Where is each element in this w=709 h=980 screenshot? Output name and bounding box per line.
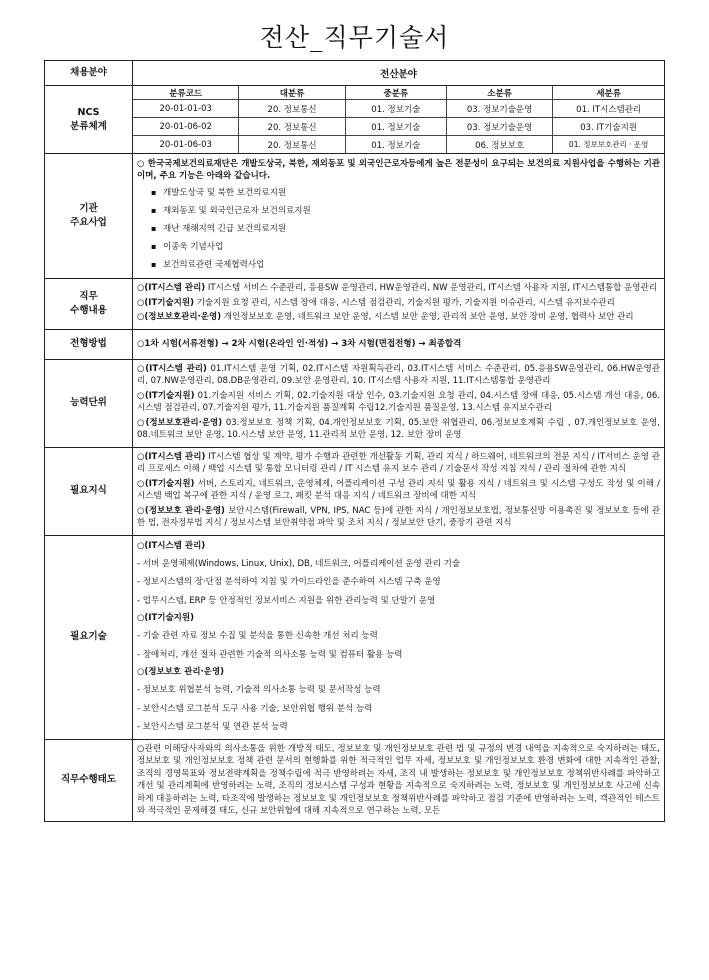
list-item: ▪ 이종욱 기념사업 — [151, 238, 660, 256]
competency-item — [137, 417, 660, 442]
ncs-cell-value: 20-01-01-03 — [133, 100, 239, 118]
skills-group-head: ○(IT기술지원) — [137, 613, 194, 623]
ncs-cell-value: 20-01-06-03 — [133, 136, 239, 154]
field-value: 전산분야 — [133, 61, 665, 86]
ncs-cell-value: 01. 정보기술 — [345, 118, 446, 136]
ncs-cell-value: 01. 정보기술 — [345, 136, 446, 154]
field-label: 채용분야 — [45, 61, 133, 86]
attitude-text: ○관련 이해당사자와의 의사소통을 위한 개방적 태도, 정보보호 및 개인정보보호 관련 법 및 규정의 변경 내역을 지속적으로 숙지하려는 태도, 정보보호 및 개인정보보호 정책 관련 문서의 현행화를 위한 적극적인 업무 자세, 정보보호 및 개인정보보호 환경 변화에 대한 지속적인 관찰, 조직의 경영목표와 정보전략계획을 정책수립에 적극 반영하려는 자세, 조직 내 발생하는 정보보호 및 개인정보보호 정책위반사례를 파악하고 개선 및 관리계획에 반영하려는 노력, 조직의 정보시스템 구성과 현황을 지속적으로 숙지하려는 노력, 정보보호 및 개인정보보호 사고에 신속하게 대응하려는 노력, 타조직에 발생하는 정보보호 및 개인정보보호 정책위반사례를 파악하고 점검 기준에 반영하려는 노력, 객관적인 테스트와 적극적인 문제해결 태도, 신규 보안위협에 대해 지속적으로 연구하는 노력, 모든 — [137, 743, 660, 816]
ncs-table — [133, 86, 664, 153]
ncs-cell-value: 03. 정보기술운영 — [446, 118, 552, 136]
skills-line: - 업무시스템, ERP 등 안정적인 정보서비스 지원을 위한 관리능력 및 단말기 운영 — [137, 592, 660, 611]
knowledge-item-head: ○(IT시스템 관리) — [137, 451, 206, 462]
skills-line: - 정보시스템의 장·단점 분석하여 지침 및 가이드라인을 준수하여 시스템 구축 운영 — [137, 573, 660, 592]
duties-label-line1: 직무 — [79, 290, 98, 302]
knowledge-cell — [133, 447, 665, 535]
duties-label — [45, 279, 133, 330]
competency-item-head: ○(IT시스템 관리) — [137, 363, 207, 374]
ncs-cell-value: 01. 정보기술 — [345, 100, 446, 118]
skills-group-head: ○(정보보호 관리·운영) — [137, 667, 225, 677]
competency-item — [137, 363, 660, 388]
ncs-cell — [133, 86, 665, 154]
document-title: 전산_직무기술서 — [259, 23, 450, 52]
org-cell — [133, 154, 665, 279]
list-item: ▪ 보건의료관련 국제협력사업 — [151, 256, 660, 274]
ncs-cell-value: 03. IT기술지원 — [553, 118, 664, 136]
ncs-cell-value: 20. 정보통신 — [239, 118, 345, 136]
competency-item — [137, 390, 660, 415]
org-label — [45, 154, 133, 279]
selection-text: ○1차 시험(서류전형) → 2차 시험(온라인 인·적성) → 3차 시험(면접전형) → 최종합격 — [137, 338, 462, 349]
skills-label: 필요기술 — [45, 535, 133, 739]
competency-item-head: ○(정보보호관리·운영) — [137, 417, 223, 428]
competency-label: 능력단위 — [45, 359, 133, 447]
duties-cell — [133, 279, 665, 330]
knowledge-item — [137, 478, 660, 503]
skills-line: - 장애처리, 개선 절차 관련한 기술적 의사소통 능력 및 컴퓨터 활용 능력 — [137, 646, 660, 665]
skills-line: - 서버 운영체제(Windows, Linux, Unix), DB, 네트워크, 어플리케이션 운영 관리 기술 — [137, 555, 660, 574]
skills-line: - 정보보호 위협분석 능력, 기술적 의사소통 능력 및 문서작성 능력 — [137, 681, 660, 700]
duty-item-text: IT시스템 서비스 수준관리, 응용SW 운영관리, HW운영관리, NW 운영관리, IT시스템 사용자 지원, IT시스템통합 운영관리 — [205, 283, 657, 293]
duties-label-line2: 수행내용 — [70, 304, 107, 316]
duty-item-head: ○(IT기술지원) — [137, 297, 194, 308]
org-label-line1: 기관 — [79, 203, 98, 214]
knowledge-item-text: IT시스템 협상 및 계약, 평가 수행과 관련한 개선활동 기획, 관리 지식 / 하드웨어, 네트워크의 전문 지식 / IT서비스 운영 관리 프로세스 이해 / 백업 시스템 및 통합 모니터링 관리 / IT 시스템 유지 보수 관리 / 기술문서 작성 지침 지식 / 관리 절차에 관한 지식 — [137, 451, 660, 474]
ncs-header-middle: 중분류 — [345, 86, 446, 100]
knowledge-item — [137, 505, 660, 530]
skills-line: - 보안시스템 로그분석 도구 사용 기술, 보안위협 행위 분석 능력 — [137, 700, 660, 719]
table-row — [133, 118, 664, 136]
ncs-cell-value: 01. IT시스템관리 — [553, 100, 664, 118]
ncs-header-major: 대분류 — [239, 86, 345, 100]
knowledge-item-text: 서버, 스토리지, 네트워크, 운영체제, 어플리케이션 구성 관리 지식 및 활용 지식 / 네트워크 및 시스템 구성도 작성 및 이해 / 시스템 백업 복구에 관한 지식 / 운영 로그, 패킷 분석 대응 지식 / 네트워크 장비에 대한 지식 — [137, 478, 660, 501]
ncs-header-minor: 소분류 — [446, 86, 552, 100]
ncs-cell-value: 03. 정보기술운영 — [446, 100, 552, 118]
ncs-header-code: 분류코드 — [133, 86, 239, 100]
duty-item-head: ○(IT시스템 관리) — [137, 283, 206, 293]
list-item: ▪ 재난 재해지역 긴급 보건의료지원 — [151, 220, 660, 238]
skills-line: - 기술 관련 자료 정보 수집 및 분석을 통한 신속한 개선 처리 능력 — [137, 627, 660, 646]
knowledge-item-head: ○(IT기술지원) — [137, 478, 195, 489]
table-row — [133, 100, 664, 118]
duty-item-text: 개인정보보호 운영, 네트워크 보안 운영, 시스템 보안 운영, 관리적 보안 운영, 보안 장비 운영, 협력사 보안 관리 — [221, 312, 634, 322]
table-row — [133, 136, 664, 154]
competency-item-text: 01.기술지원 서비스 기획, 02.기술지원 대상 인수, 03.기술지원 요청 관리, 04.시스템 장애 대응, 05.시스템 개선 대응, 06.시스템 점검관리, 07.기술지원 평가, 11.기술지원 품질계획 수립12.기술지원 품질운영, 13.시스템 유지보수관리 — [137, 390, 660, 413]
org-intro: ○ 한국국제보건의료재단은 개발도상국, 북한, 재외동포 및 외국인근로자등에게 높은 전문성이 요구되는 보건의료 지원사업을 수행하는 기관이며, 주요 기능은 아래와 같습니다. — [137, 159, 660, 181]
skills-line: - 보안시스템 로그분석 및 연관 분석 능력 — [137, 718, 660, 737]
ncs-header-row — [133, 86, 664, 100]
ncs-cell-value: 20-01-06-02 — [133, 118, 239, 136]
duty-item-text: 기술지원 요청 관리, 시스템 장애 대응, 시스템 점검관리, 기술지원 평가, 기술지원 이슈관리, 시스템 유지보수관리 — [194, 297, 615, 308]
skills-group-head: ○(IT시스템 관리) — [137, 540, 206, 551]
duty-item — [137, 297, 660, 310]
list-item: ▪ 재외동포 및 외국인근로자 보건의료지원 — [151, 202, 660, 220]
selection-cell — [133, 329, 665, 359]
competency-cell — [133, 359, 665, 447]
attitude-label: 직무수행태도 — [45, 739, 133, 821]
knowledge-item-head: ○(정보보호 관리·운영) — [137, 505, 225, 516]
skills-cell — [133, 535, 665, 739]
ncs-label-line2: 분류체계 — [70, 120, 107, 132]
org-business-list — [137, 184, 660, 274]
list-item: ▪ 개발도상국 및 북한 보건의료지원 — [151, 184, 660, 202]
competency-item-text: 03.정보보호 정책 기획, 04.개인정보보호 기획, 05.보안 위협관리, 06.정보보호계획 수립 , 07.개인정보보호 운영, 08.네트워크 보안 운영, 10.시스템 보안 운영, 11.관리적 보안 운영, 12. 보안 장비 운영 — [137, 417, 661, 440]
ncs-cell-value: 06. 정보보호 — [446, 136, 552, 154]
knowledge-item — [137, 451, 660, 476]
competency-item-head: ○(IT기술지원) — [137, 390, 195, 401]
ncs-header-detail: 세분류 — [553, 86, 664, 100]
knowledge-item-text: 보안시스템(Firewall, VPN, IPS, NAC 등)에 관한 지식 / 개인정보보호법, 정보통신망 이용촉진 및 정보보호 등에 관한 법, 전자정부법 지식 / 정보시스템 보안취약점 파악 및 조치 지식 / 정보보안 단기, 중장기 관련 지식 — [137, 505, 660, 528]
ncs-cell-value: 20. 정보통신 — [239, 100, 345, 118]
ncs-label — [45, 86, 133, 154]
selection-label: 전형방법 — [45, 329, 133, 359]
knowledge-label: 필요지식 — [45, 447, 133, 535]
job-description-table — [44, 60, 665, 822]
duty-item — [137, 282, 660, 295]
org-label-line2: 주요사업 — [70, 217, 107, 228]
ncs-cell-value: 01. 정보보호관리 · 운영 — [553, 136, 664, 154]
duty-item — [137, 311, 660, 324]
duty-item-head: ○(정보보호관리·운영) — [137, 312, 222, 322]
attitude-cell — [133, 739, 665, 821]
ncs-label-line1: NCS — [77, 106, 100, 118]
competency-item-text: 01.IT시스템 운영 기획, 02.IT시스템 자원획득관리, 03.IT시스템 서비스 수준관리, 05.응용SW운영관리, 06.HW운영관리, 07.NW운영관리, 08.DB운영관리, 09.보안 운영관리, 10. IT시스템 사용자 지원, 11.IT시스템통합 운영관리 — [137, 363, 660, 386]
ncs-cell-value: 20. 정보통신 — [239, 136, 345, 154]
